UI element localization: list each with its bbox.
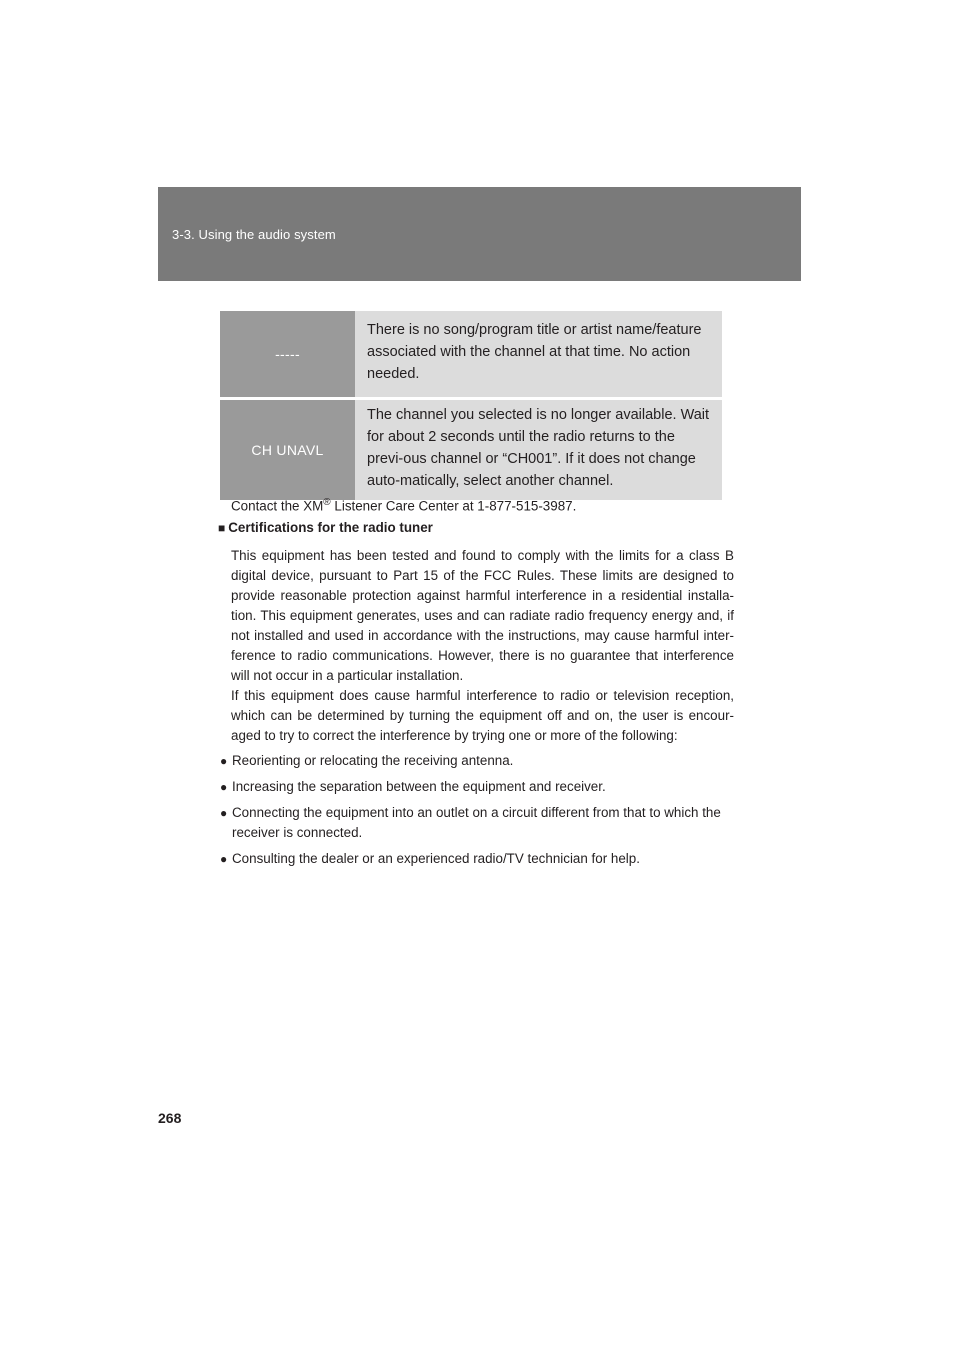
contact-prefix: Contact the XM	[231, 498, 324, 514]
message-code: -----	[220, 311, 355, 399]
contact-line	[231, 493, 734, 516]
square-bullet-icon: ■	[218, 521, 226, 535]
list-item-text: Increasing the separation between the equipment and receiver.	[232, 779, 606, 794]
registered-mark: ®	[323, 497, 331, 508]
section-header-band	[158, 187, 801, 281]
list-item	[220, 849, 730, 869]
message-description: There is no song/program title or artist name/feature associated with the channel at that time. No action needed.	[355, 311, 722, 399]
list-item	[220, 751, 730, 771]
list-item-text: Consulting the dealer or an experienced radio/TV technician for help.	[232, 851, 640, 866]
bullet-dot-icon: ●	[220, 852, 228, 866]
paragraph: This equipment has been tested and found to comply with the limits for a class B digital device, pursuant to Part 15 of the FCC Rules. These limits are designed to provide reasonable protection against harmful interference in a residential installa-tion. This equipment generates, uses and can radiate radio frequency energy and, if not installed and used in accordance with the instructions, may cause harmful inter-ference to radio communications. However, there is no guarantee that interference will not occur in a particular installation.	[231, 548, 734, 683]
message-code: CH UNAVL	[220, 399, 355, 501]
bullet-dot-icon: ●	[220, 806, 228, 820]
list-item	[220, 803, 730, 843]
section-title: 3-3. Using the audio system	[172, 227, 336, 242]
message-table	[220, 311, 722, 500]
list-item	[220, 777, 730, 797]
certifications-heading-text: Certifications for the radio tuner	[228, 520, 433, 535]
bullet-dot-icon: ●	[220, 754, 228, 768]
table-row	[220, 399, 722, 501]
list-item-text: Connecting the equipment into an outlet on a circuit different from that to which the receiver is connected.	[232, 805, 721, 840]
bullet-dot-icon: ●	[220, 780, 228, 794]
table-row	[220, 311, 722, 399]
paragraph: If this equipment does cause harmful interference to radio or television reception, which can be determined by turning the equipment off and on, the user is encour-aged to try to correct the interference by trying one or more of the following:	[231, 688, 734, 743]
page-number: 268	[158, 1110, 182, 1126]
certifications-heading	[218, 520, 433, 535]
message-description: The channel you selected is no longer available. Wait for about 2 seconds until the radio returns to the previ-ous channel or “CH001”. If it does not change auto-matically, select another channel.	[355, 399, 722, 501]
list-item-text: Reorienting or relocating the receiving antenna.	[232, 753, 514, 768]
contact-suffix: Listener Care Center at 1-877-515-3987.	[330, 498, 577, 514]
